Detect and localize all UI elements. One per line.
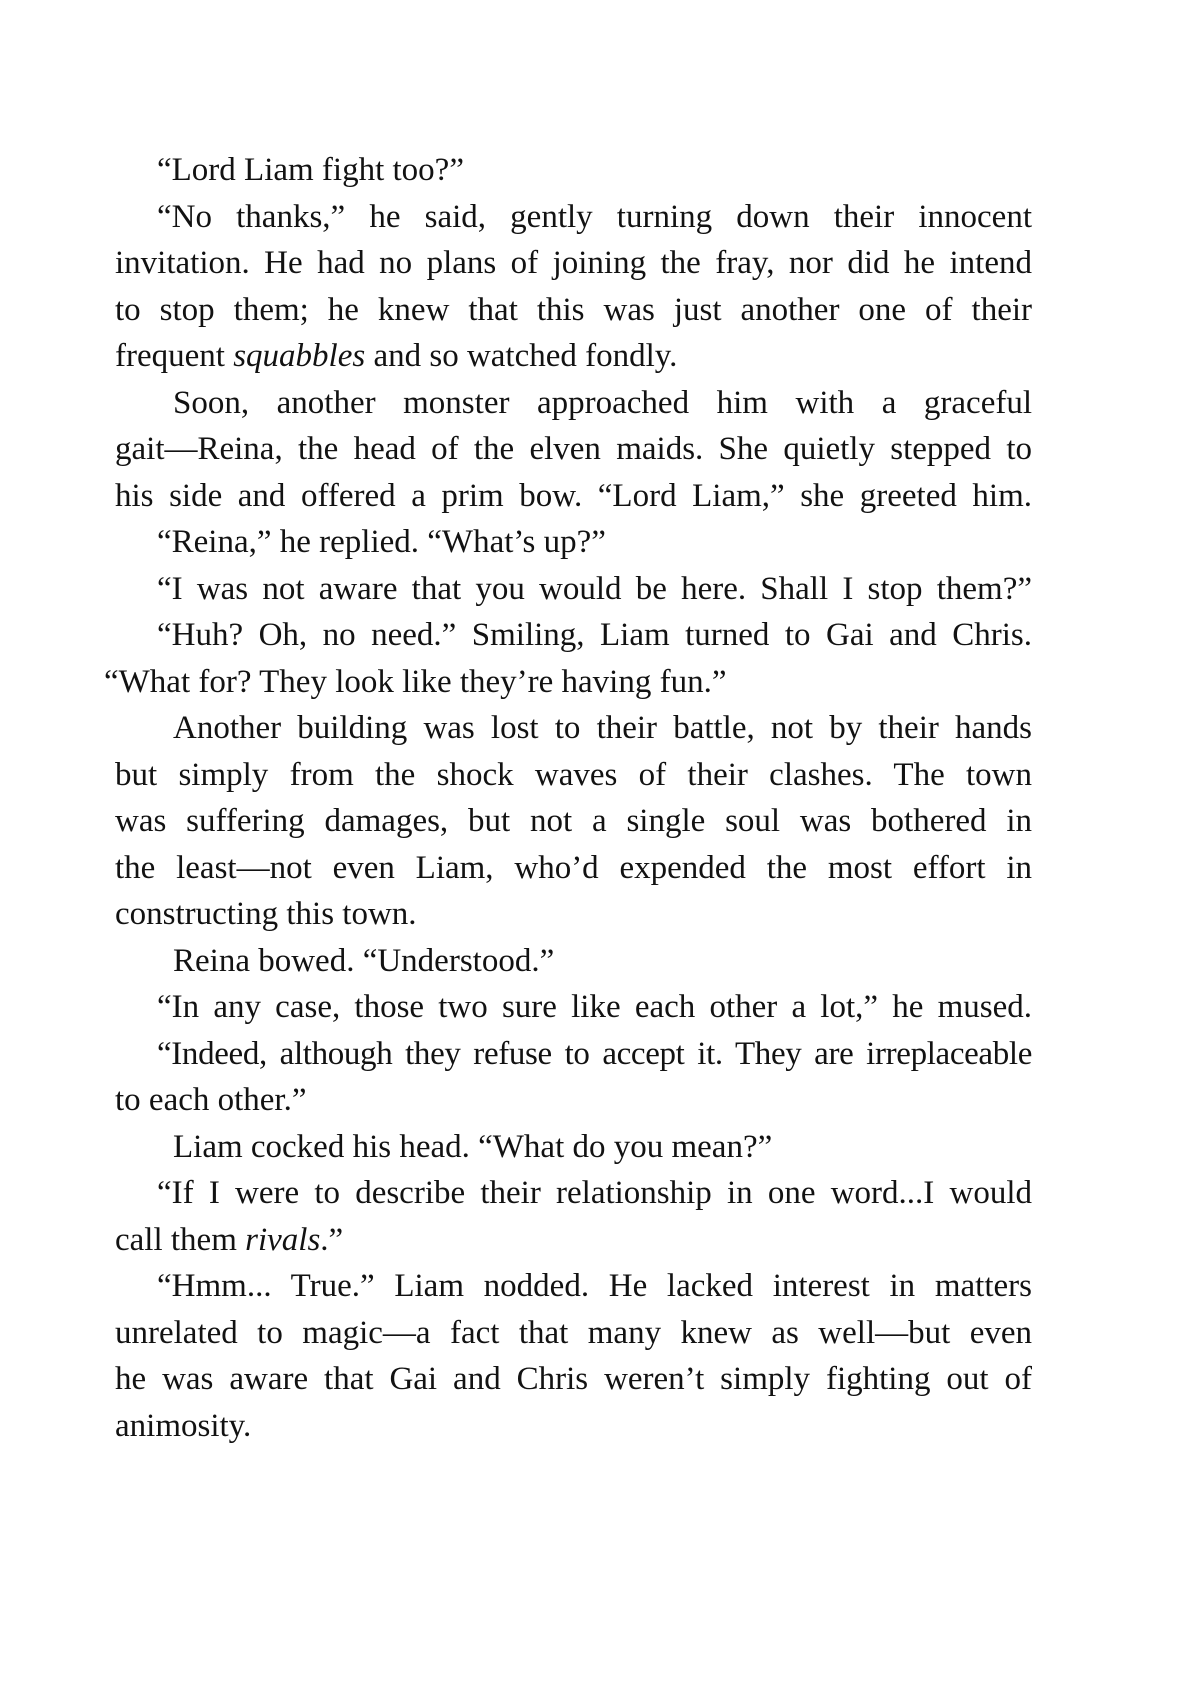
text-line: invitation. He had no plans of joining the fray, nor did he intend	[115, 245, 1032, 281]
text-line: “Reina,” he replied. “What’s up?”	[157, 524, 606, 560]
text-segment: frequent	[115, 338, 234, 374]
italic-word: rivals	[245, 1221, 321, 1258]
page-text-block	[104, 147, 1032, 1449]
text-line	[115, 333, 1032, 380]
text-line	[115, 1217, 1032, 1264]
text-line: constructing this town.	[115, 896, 417, 932]
text-line: “No thanks,” he said, gently turning down their innocent	[157, 198, 1032, 235]
text-line: “I was not aware that you would be here. Shall I stop them?”	[157, 570, 1032, 607]
text-line: “Indeed, although they refuse to accept it. They are irreplaceable	[157, 1035, 1032, 1072]
text-segment: and so watched fondly.	[365, 338, 678, 374]
italic-word: squabbles	[233, 338, 366, 374]
text-segment: .”	[320, 1221, 344, 1258]
text-line: but simply from the shock waves of their clashes. The town	[115, 756, 1032, 793]
text-line: “In any case, those two sure like each other a lot,” he mused.	[157, 989, 1032, 1025]
text-segment: call them	[115, 1221, 246, 1258]
text-line: was suffering damages, but not a single soul was bothered in	[115, 803, 1032, 839]
text-line: the least—not even Liam, who’d expended the most effort in	[115, 849, 1032, 886]
text-line: to stop them; he knew that this was just another one of their	[115, 291, 1032, 328]
text-line: he was aware that Gai and Chris weren’t simply fighting out of	[115, 1361, 1032, 1397]
text-line: “Lord Liam fight too?”	[157, 152, 464, 188]
text-line: Another building was lost to their battle, not by their hands	[173, 710, 1032, 746]
text-line: Reina bowed. “Understood.”	[173, 942, 555, 979]
text-line: Soon, another monster approached him with a graceful	[173, 384, 1032, 421]
text-line: “If I were to describe their relationship in one word...I would	[157, 1175, 1032, 1211]
text-line: unrelated to magic—a fact that many knew as well—but even	[115, 1314, 1032, 1351]
text-line: his side and offered a prim bow. “Lord Liam,” she greeted him.	[115, 477, 1032, 514]
text-line: to each other.”	[115, 1082, 307, 1118]
text-line: “What for? They look like they’re having fun.”	[104, 663, 727, 700]
text-line: “Hmm... True.” Liam nodded. He lacked interest in matters	[157, 1268, 1032, 1304]
text-line: “Huh? Oh, no need.” Smiling, Liam turned to Gai and Chris.	[157, 617, 1032, 653]
text-line: animosity.	[115, 1407, 252, 1444]
text-line: Liam cocked his head. “What do you mean?”	[173, 1128, 773, 1165]
text-line: gait—Reina, the head of the elven maids. She quietly stepped to	[115, 431, 1032, 467]
